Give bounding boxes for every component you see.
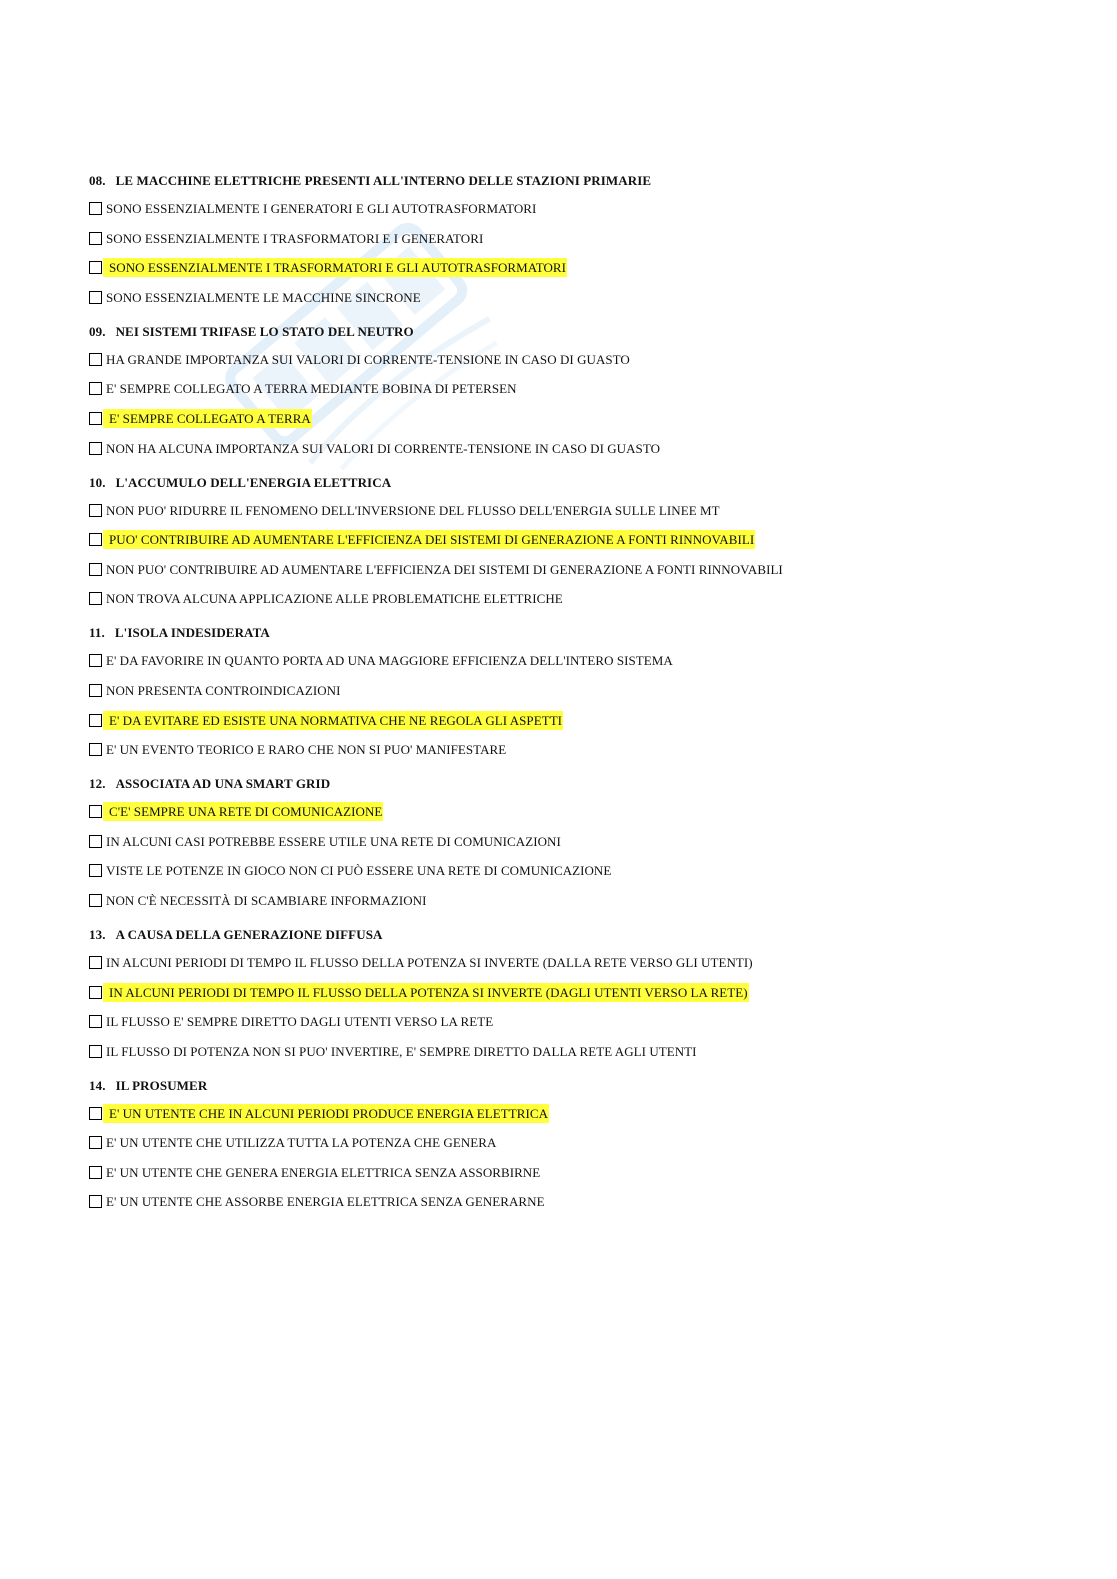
answer-text: E' DA FAVORIRE IN QUANTO PORTA AD UNA MAGGIORE EFFICIENZA DELL'INTERO SISTEMA [106, 653, 673, 669]
answer-option[interactable] [89, 953, 1049, 972]
question-block [89, 323, 1049, 458]
answer-option[interactable] [89, 379, 1049, 398]
answer-text: NON TROVA ALCUNA APPLICAZIONE ALLE PROBLEMATICHE ELETTRICHE [106, 591, 563, 607]
answer-option[interactable] [89, 229, 1049, 248]
answer-option[interactable] [89, 199, 1049, 218]
question-title [89, 775, 1049, 792]
answer-text: E' UN UTENTE CHE GENERA ENERGIA ELETTRICA SENZA ASSORBIRNE [106, 1164, 541, 1180]
question-title [89, 323, 1049, 340]
checkbox-icon[interactable] [89, 1015, 102, 1028]
checkbox-icon[interactable] [89, 232, 102, 245]
answer-text: IL FLUSSO E' SEMPRE DIRETTO DAGLI UTENTI VERSO LA RETE [106, 1014, 494, 1030]
checkbox-icon[interactable] [89, 956, 102, 969]
answer-option[interactable] [89, 983, 1049, 1002]
answer-text: SONO ESSENZIALMENTE LE MACCHINE SINCRONE [106, 289, 421, 305]
checkbox-icon[interactable] [89, 894, 102, 907]
question-block [89, 1077, 1049, 1212]
answer-option[interactable] [89, 861, 1049, 880]
checkbox-icon[interactable] [89, 382, 102, 395]
checkbox-icon[interactable] [89, 261, 102, 274]
answer-text: NON PUO' CONTRIBUIRE AD AUMENTARE L'EFFICIENZA DEI SISTEMI DI GENERAZIONE A FONTI RINNOVABILI [106, 561, 783, 577]
checkbox-icon[interactable] [89, 654, 102, 667]
answer-text-highlighted: PUO' CONTRIBUIRE AD AUMENTARE L'EFFICIENZA DEI SISTEMI DI GENERAZIONE A FONTI RINNOVABILI [103, 530, 755, 549]
answer-option[interactable] [89, 350, 1049, 369]
question-number: 10. [89, 474, 106, 490]
answer-option[interactable] [89, 832, 1049, 851]
checkbox-icon[interactable] [89, 412, 102, 425]
checkbox-icon[interactable] [89, 563, 102, 576]
question-block [89, 172, 1049, 307]
answer-option[interactable] [89, 1104, 1049, 1123]
question-block [89, 775, 1049, 910]
checkbox-icon[interactable] [89, 684, 102, 697]
question-number: 14. [89, 1077, 106, 1093]
answer-option[interactable] [89, 258, 1049, 277]
checkbox-icon[interactable] [89, 805, 102, 818]
answer-option[interactable] [89, 740, 1049, 759]
answer-text: E' UN UTENTE CHE ASSORBE ENERGIA ELETTRICA SENZA GENERARNE [106, 1194, 545, 1210]
answer-option[interactable] [89, 501, 1049, 520]
answer-option[interactable] [89, 589, 1049, 608]
question-text: L'ISOLA INDESIDERATA [114, 625, 270, 641]
checkbox-icon[interactable] [89, 533, 102, 546]
answer-text: NON PRESENTA CONTROINDICAZIONI [106, 682, 341, 698]
question-number: 11. [89, 625, 105, 641]
question-number: 09. [89, 323, 106, 339]
question-block [89, 474, 1049, 609]
question-text: LE MACCHINE ELETTRICHE PRESENTI ALL'INTERNO DELLE STAZIONI PRIMARIE [115, 173, 652, 188]
answer-text: E' UN EVENTO TEORICO E RARO CHE NON SI PUO' MANIFESTARE [106, 742, 507, 758]
answer-option[interactable] [89, 891, 1049, 910]
question-text: NEI SISTEMI TRIFASE LO STATO DEL NEUTRO [115, 323, 414, 339]
answer-text-highlighted: E' DA EVITARE ED ESISTE UNA NORMATIVA CHE NE REGOLA GLI ASPETTI [103, 711, 563, 730]
answer-text: IL FLUSSO DI POTENZA NON SI PUO' INVERTIRE, E' SEMPRE DIRETTO DALLA RETE AGLI UTENTI [106, 1043, 697, 1059]
question-block [89, 926, 1049, 1061]
answer-option[interactable] [89, 409, 1049, 428]
question-title [89, 624, 1049, 641]
answer-text-highlighted: E' UN UTENTE CHE IN ALCUNI PERIODI PRODUCE ENERGIA ELETTRICA [103, 1104, 549, 1123]
answer-text: SONO ESSENZIALMENTE I GENERATORI E GLI AUTOTRASFORMATORI [106, 201, 537, 216]
question-title [89, 1077, 1049, 1094]
question-title [89, 926, 1049, 943]
checkbox-icon[interactable] [89, 1045, 102, 1058]
answer-text: HA GRANDE IMPORTANZA SUI VALORI DI CORRENTE-TENSIONE IN CASO DI GUASTO [106, 351, 630, 367]
checkbox-icon[interactable] [89, 1195, 102, 1208]
checkbox-icon[interactable] [89, 291, 102, 304]
question-number: 12. [89, 776, 106, 792]
question-text: L'ACCUMULO DELL'ENERGIA ELETTRICA [115, 474, 392, 490]
checkbox-icon[interactable] [89, 1107, 102, 1120]
answer-text-highlighted: C'E' SEMPRE UNA RETE DI COMUNICAZIONE [103, 802, 383, 821]
answer-option[interactable] [89, 711, 1049, 730]
answer-option[interactable] [89, 288, 1049, 307]
checkbox-icon[interactable] [89, 1166, 102, 1179]
checkbox-icon[interactable] [89, 202, 102, 215]
answer-option[interactable] [89, 651, 1049, 670]
checkbox-icon[interactable] [89, 504, 102, 517]
checkbox-icon[interactable] [89, 592, 102, 605]
answer-option[interactable] [89, 802, 1049, 821]
question-text: ASSOCIATA AD UNA SMART GRID [115, 776, 331, 792]
checkbox-icon[interactable] [89, 353, 102, 366]
answer-text-highlighted: IN ALCUNI PERIODI DI TEMPO IL FLUSSO DELLA POTENZA SI INVERTE (DAGLI UTENTI VERSO LA RETE) [103, 983, 749, 1002]
answer-option[interactable] [89, 1192, 1049, 1211]
answer-text-highlighted: SONO ESSENZIALMENTE I TRASFORMATORI E GLI AUTOTRASFORMATORI [103, 258, 567, 277]
quiz-page [89, 172, 1049, 1227]
answer-text: IN ALCUNI PERIODI DI TEMPO IL FLUSSO DELLA POTENZA SI INVERTE (DALLA RETE VERSO GLI UTENTI) [106, 954, 753, 970]
answer-option[interactable] [89, 1012, 1049, 1031]
question-number: 13. [89, 926, 106, 942]
answer-option[interactable] [89, 1133, 1049, 1152]
answer-option[interactable] [89, 1042, 1049, 1061]
answer-text: NON PUO' RIDURRE IL FENOMENO DELL'INVERSIONE DEL FLUSSO DELL'ENERGIA SULLE LINEE MT [106, 502, 720, 518]
checkbox-icon[interactable] [89, 986, 102, 999]
answer-text: SONO ESSENZIALMENTE I TRASFORMATORI E I GENERATORI [106, 230, 484, 246]
checkbox-icon[interactable] [89, 442, 102, 455]
question-title [89, 172, 1049, 189]
question-text: IL PROSUMER [115, 1077, 208, 1093]
answer-text: NON HA ALCUNA IMPORTANZA SUI VALORI DI CORRENTE-TENSIONE IN CASO DI GUASTO [106, 440, 661, 456]
answer-text: E' UN UTENTE CHE UTILIZZA TUTTA LA POTENZA CHE GENERA [106, 1135, 497, 1151]
checkbox-icon[interactable] [89, 714, 102, 727]
question-text: A CAUSA DELLA GENERAZIONE DIFFUSA [115, 926, 383, 942]
question-block [89, 624, 1049, 759]
answer-option[interactable] [89, 560, 1049, 579]
answer-option[interactable] [89, 530, 1049, 549]
answer-text: E' SEMPRE COLLEGATO A TERRA MEDIANTE BOBINA DI PETERSEN [106, 381, 517, 397]
answer-text: VISTE LE POTENZE IN GIOCO NON CI PUÒ ESSERE UNA RETE DI COMUNICAZIONE [106, 863, 612, 879]
question-number: 08. [89, 173, 106, 188]
checkbox-icon[interactable] [89, 1136, 102, 1149]
answer-option[interactable] [89, 439, 1049, 458]
answer-option[interactable] [89, 1163, 1049, 1182]
answer-text-highlighted: E' SEMPRE COLLEGATO A TERRA [103, 409, 312, 428]
checkbox-icon[interactable] [89, 835, 102, 848]
answer-text: NON C'È NECESSITÀ DI SCAMBIARE INFORMAZIONI [106, 892, 427, 908]
question-title [89, 474, 1049, 491]
checkbox-icon[interactable] [89, 864, 102, 877]
answer-option[interactable] [89, 681, 1049, 700]
checkbox-icon[interactable] [89, 743, 102, 756]
answer-text: IN ALCUNI CASI POTREBBE ESSERE UTILE UNA RETE DI COMUNICAZIONI [106, 833, 561, 849]
